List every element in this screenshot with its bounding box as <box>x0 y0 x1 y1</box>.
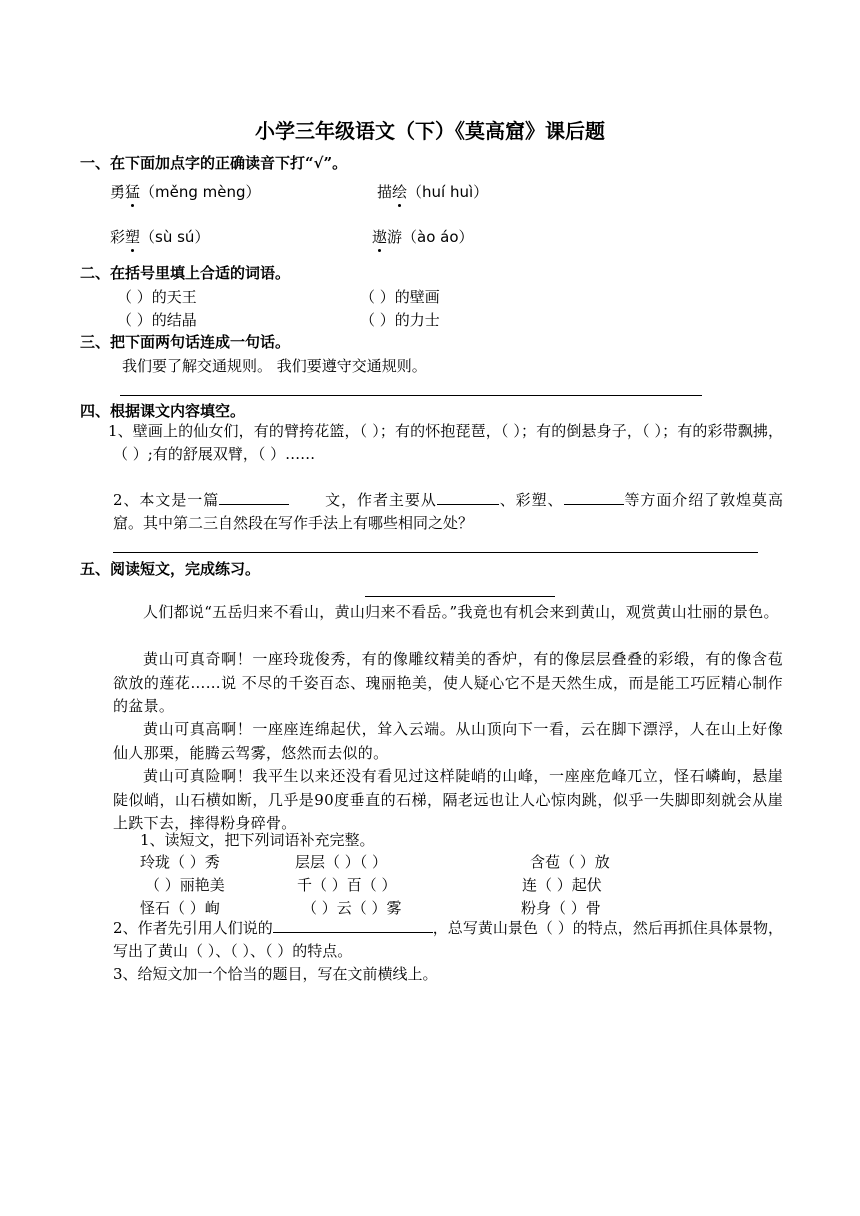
q2-item-4: （ ）的力士 <box>360 311 440 329</box>
q1-item-2: 描绘（huí huì） <box>377 183 489 201</box>
q4-heading: 四、根据课文内容填空。 <box>80 402 246 420</box>
ex1-r2c1: （ ）丽艳美 <box>145 876 225 894</box>
q2-item-3: （ ）的结晶 <box>117 311 197 329</box>
q2-item-1: （ ）的天王 <box>117 288 197 306</box>
ex1-r1c3: 含苞（ ）放 <box>530 853 610 871</box>
ex1-r2c3: 连（ ）起伏 <box>522 876 602 894</box>
blank <box>219 490 289 505</box>
ex1-r1c2: 层层（ ）（ ） <box>295 853 388 871</box>
ex1-r2c2: 千（ ）百（ ） <box>297 876 397 894</box>
q4-paragraph-1: 1、壁画上的仙女们，有的臂挎花篮，（ ）；有的怀抱琵琶，（ ）；有的倒悬身子，（ ）；有的彩带飘拂，（ ）;有的舒展双臂，（ ）…… <box>108 422 783 463</box>
q1-heading: 一、在下面加点字的正确读音下打“√”。 <box>80 154 348 172</box>
story-title-line <box>365 596 555 597</box>
page-title: 小学三年级语文（下）《莫高窟》课后题 <box>255 119 605 143</box>
q2-heading: 二、在括号里填上合适的词语。 <box>80 264 291 282</box>
q3-heading: 三、把下面两句话连成一句话。 <box>80 333 291 351</box>
ex1-r1c1: 玲珑（ ）秀 <box>140 853 220 871</box>
q4-answer-line <box>113 552 758 553</box>
ex2-text: 2、作者先引用人们说的 ，总写黄山景色（ ）的特点，然后再抓住具体景物，写出了黄山（ ）、（ ）、（ ）的特点。 <box>113 919 783 960</box>
dotted-char: 绘 <box>392 183 408 201</box>
q5-heading: 五、阅读短文，完成练习。 <box>80 560 261 578</box>
story-paragraph-3: 黄山可真高啊！一座座连绵起伏，耸入云端。从山顶向下一看，云在脚下漂浮，人在山上好像仙人那栗，能腾云驾雾，悠然而去似的。 <box>113 720 783 762</box>
ex1-r3c3: 粉身（ ）骨 <box>521 899 601 917</box>
q2-item-2: （ ）的壁画 <box>360 288 440 306</box>
ex1-r3c2: （ ）云（ ）雾 <box>302 899 402 917</box>
story-paragraph-4: 黄山可真险啊！我平生以来还没有看见过这样陡峭的山峰，一座座危峰兀立，怪石嶙峋，悬崖陡似峭，山石横如断，几乎是90度垂直的石梯，隔老远也让人心惊肉跳，似乎一失脚即刻就会从崖上跌下去，摔得粉身碎骨。 <box>113 767 783 832</box>
ex1-r3c1: 怪石（ ）峋 <box>140 899 220 917</box>
q4-paragraph-2: 2、本文是一篇 文，作者主要从 、彩塑、 等方面介绍了敦煌莫高窟。其中第二三自然段在写作手法上有哪些相同之处？ <box>113 491 783 532</box>
story-paragraph-1: 人们都说“五岳归来不看山，黄山归来不看岳。”我竟也有机会来到黄山，观赏黄山壮丽的景色。 <box>143 603 779 621</box>
blank <box>437 490 499 505</box>
q1-item-1: 勇猛（měng mèng） <box>110 183 261 201</box>
dotted-char: 猛 <box>125 183 141 201</box>
story-paragraph-2: 黄山可真奇啊！一座玲珑俊秀，有的像雕纹精美的香炉，有的像层层叠叠的彩缎，有的像含苞欲放的莲花……说 不尽的千姿百态、瑰丽艳美，使人疑心它不是天然生成，而是能工巧匠精心制作的盆景。 <box>113 650 783 715</box>
q1-item-4: 遨游（ào áo） <box>372 228 474 246</box>
ex1-heading: 1、读短文，把下列词语补充完整。 <box>140 831 375 849</box>
blank <box>564 490 624 505</box>
blank <box>273 918 433 933</box>
ex3-text: 3、给短文加一个恰当的题目，写在文前横线上。 <box>113 965 438 983</box>
q1-item-3: 彩塑（sù sú） <box>110 228 210 246</box>
q3-answer-line <box>120 395 702 396</box>
dotted-char: 遨 <box>372 228 388 246</box>
dotted-char: 塑 <box>125 228 141 246</box>
q3-sentences: 我们要了解交通规则。 我们要遵守交通规则。 <box>122 357 427 375</box>
